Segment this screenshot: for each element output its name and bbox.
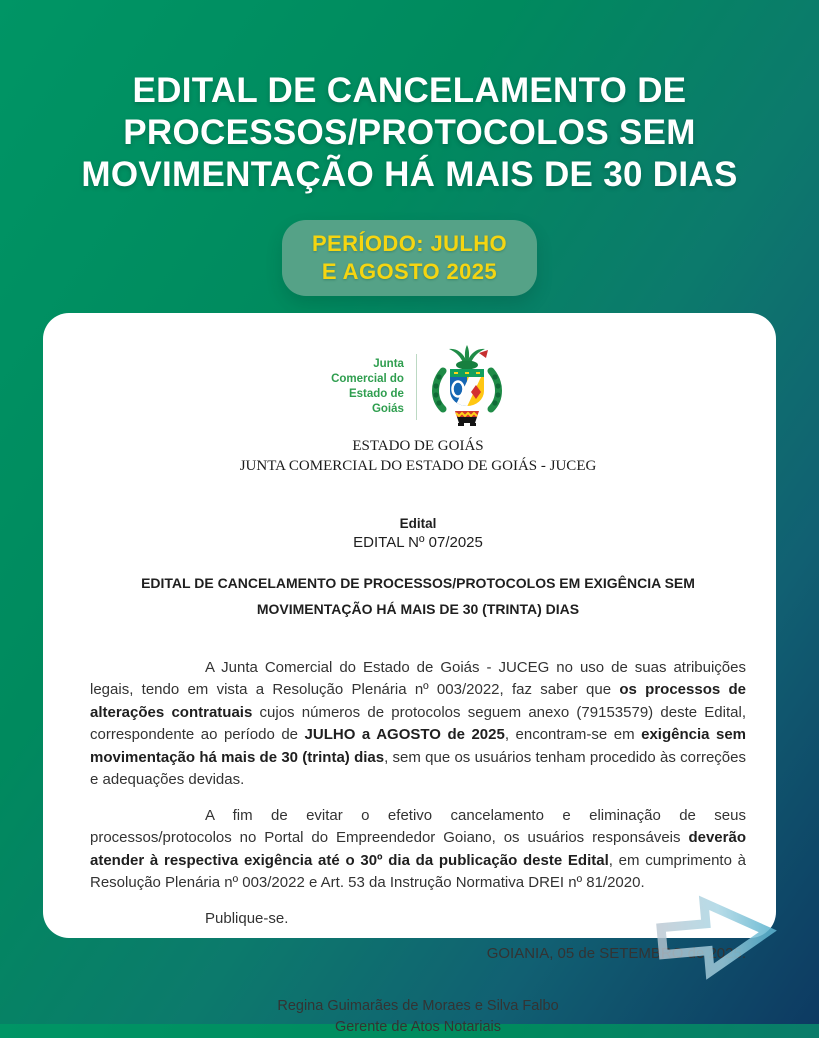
signature-name: Regina Guimarães de Moraes e Silva Falbo <box>277 997 559 1014</box>
logo-divider <box>416 354 417 420</box>
page-title-line: EDITAL DE CANCELAMENTO DE <box>132 71 687 110</box>
org-name-line: Estado de <box>348 388 404 400</box>
doc-type: Edital <box>399 516 437 531</box>
signature-block <box>90 996 746 1038</box>
org-name-line: Comercial do <box>331 373 404 386</box>
page-title-line: PROCESSOS/PROTOCOLOS SEM <box>123 113 696 152</box>
arrow-right-icon <box>649 883 781 989</box>
doc-number: EDITAL Nº 07/2025 <box>353 534 483 551</box>
date-line: GOIANIA, 05 de SETEMBRO de 2025. <box>486 945 746 963</box>
letterhead <box>90 437 746 476</box>
period-badge-line: E AGOSTO 2025 <box>321 259 498 285</box>
page-title-line: MOVIMENTAÇÃO HÁ MAIS DE 30 DIAS <box>81 155 738 194</box>
publish-order: Publique-se. <box>205 909 289 927</box>
doc-subject: EDITAL DE CANCELAMENTO DE PROCESSOS/PROTOCOLOS EM EXIGÊNCIA SEM MOVIMENTAÇÃO HÁ MAIS DE 30 (TRINTA) DIAS <box>141 575 695 617</box>
letterhead-line: JUNTA COMERCIAL DO ESTADO DE GOIÁS - JUCEG <box>239 457 597 474</box>
document-card <box>43 313 776 1035</box>
paragraph: A fim de evitar o efetivo cancelamento e eliminação de seus processos/protocolos no Portal do Empreendedor Goiano, os usuários responsáveis deverão atender à respectiva exigência até o 30º dia da publicação deste Edital, em cumprimento à Resolução Plenária nº 003/2022 e Art. 53 da Instrução Normativa DREI nº 81/2020. <box>90 806 746 892</box>
goias-coat-of-arms-icon <box>429 345 505 429</box>
letterhead-line: ESTADO DE GOIÁS <box>352 438 484 454</box>
period-badge-line: PERÍODO: JULHO <box>311 231 508 256</box>
doc-body <box>90 657 746 966</box>
org-name-line: Goiás <box>371 402 404 415</box>
org-logo <box>90 345 746 429</box>
period-badge <box>282 220 537 296</box>
page-title <box>0 70 819 196</box>
org-name <box>331 357 404 417</box>
paragraph: A Junta Comercial do Estado de Goiás - JUCEG no uso de suas atribuições legais, tendo em vista a Resolução Plenária nº 003/2022, faz saber que os processos de alterações contratuais cujos números de protocolos seguem anexo (79153579) deste Edital, correspondente ao período de JULHO a AGOSTO de 2025, encontram-se em exigência sem movimentação há mais de 30 (trinta) dias, sem que os usuários tenham procedido às correções e adequações devidas. <box>90 658 747 789</box>
signature-role: Gerente de Atos Notariais <box>334 1018 502 1035</box>
org-name-line: Junta <box>373 358 404 371</box>
hero-section <box>0 70 819 296</box>
